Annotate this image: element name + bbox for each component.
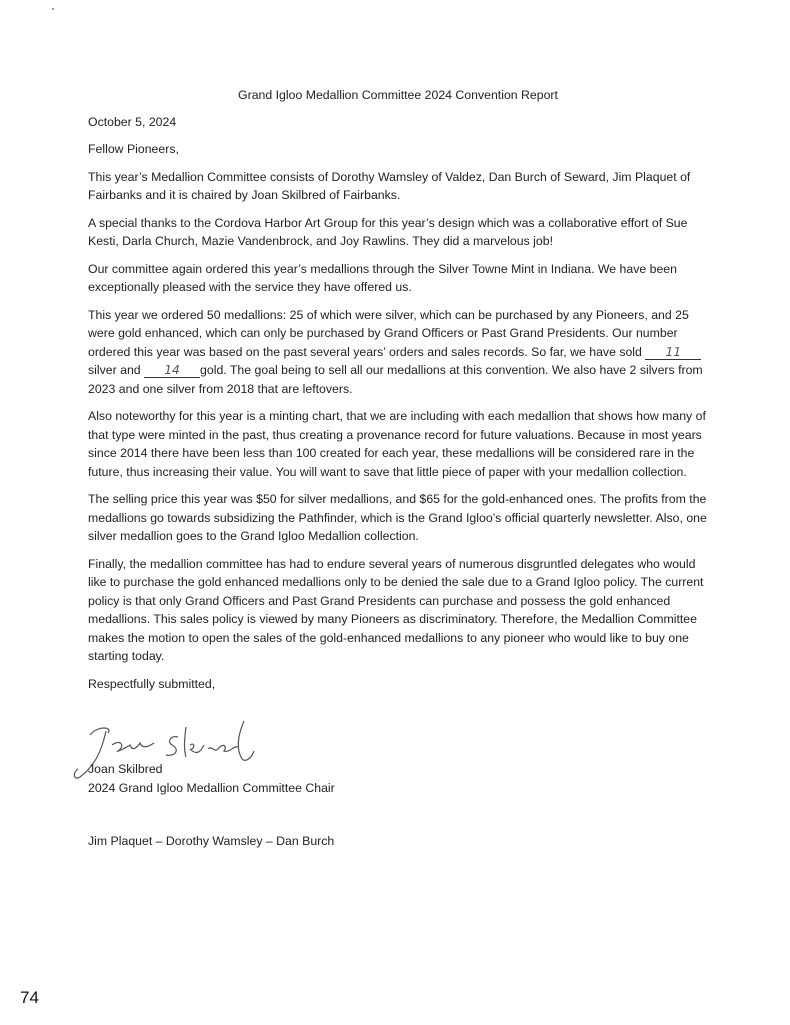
report-body (88, 86, 708, 702)
paragraph-policy-motion: Finally, the medallion committee has had to endure several years of numerous disgruntled delegates who would like to purchase the gold enhanced medallions only to be denied the sale due to a Grand Igloo policy. The current policy is that only Grand Officers and Past Grand Presidents can purchase and possess the gold enhanced medallions. This sales policy is viewed by many Pioneers as discriminatory. Therefore, the Medallion Committee makes the motion to open the sales of the gold-enhanced medallions to any pioneer who would like to buy one starting today. (88, 556, 704, 663)
sales-text-after: gold. The goal being to sell all our medallions at this convention. We also have 2 silvers from 2023 and one silver from 2018 that are leftovers. (88, 363, 703, 396)
committee-members: Jim Plaquet – Dorothy Wamsley – Dan Burch (88, 834, 335, 848)
scan-speck (52, 8, 54, 10)
signer-name: Joan Skilbred (88, 762, 163, 776)
silver-sold-blank: 11 (645, 345, 701, 360)
salutation: Fellow Pioneers, (88, 142, 179, 156)
sales-text-middle: silver and (88, 363, 145, 377)
closing: Respectfully submitted, (88, 676, 216, 691)
paragraph-minting-chart: Also noteworthy for this year is a minting chart, that we are including with each medallion that shows how many of that type were minted in the past, thus creating a provenance record for future valuations. Because in most years since 2014 there have been less than 100 created for each year, these medallions will be considered rare in the future, thus increasing their value. You will want to save that little piece of paper with your medallion collection. (88, 409, 706, 479)
page-number: 74 (20, 988, 39, 1007)
paragraph-committee: This year’s Medallion Committee consists of Dorothy Wamsley of Valdez, Dan Burch of Seward, Jim Plaquet of Fairbanks and it is chaired by Joan Skilbred of Fairbanks. (88, 169, 691, 202)
report-date: October 5, 2024 (88, 114, 177, 129)
signature-block (88, 760, 335, 798)
paragraph-sales (88, 306, 708, 399)
sales-text-before: This year we ordered 50 medallions: 25 of which were silver, which can be purchased by any Pioneers, and 25 were gold enhanced, which can only be purchased by Grand Officers or Past Grand Presidents. Our number ordered this year was based on the past several years’ orders and sales records. So far, we have sold (88, 307, 689, 359)
gold-sold-blank: 14 (144, 363, 200, 378)
report-title: Grand Igloo Medallion Committee 2024 Convention Report (238, 88, 558, 102)
paragraph-pricing: The selling price this year was $50 for silver medallions, and $65 for the gold-enhanced ones. The profits from the medallions go towards subsidizing the Pathfinder, which is the Grand Igloo’s official quarterly newsletter. Also, one silver medallion goes to the Grand Igloo Medallion collection. (88, 492, 707, 543)
paragraph-mint: Our committee again ordered this year’s medallions through the Silver Towne Mint in Indiana. We have been exceptionally pleased with the service they have offered us. (88, 261, 677, 294)
signer-title: 2024 Grand Igloo Medallion Committee Chair (88, 781, 335, 795)
paragraph-design-thanks: A special thanks to the Cordova Harbor Art Group for this year’s design which was a collaborative effort of Sue Kesti, Darla Church, Mazie Vandenbrock, and Joy Rawlins. They did a marvelous job! (88, 215, 688, 248)
